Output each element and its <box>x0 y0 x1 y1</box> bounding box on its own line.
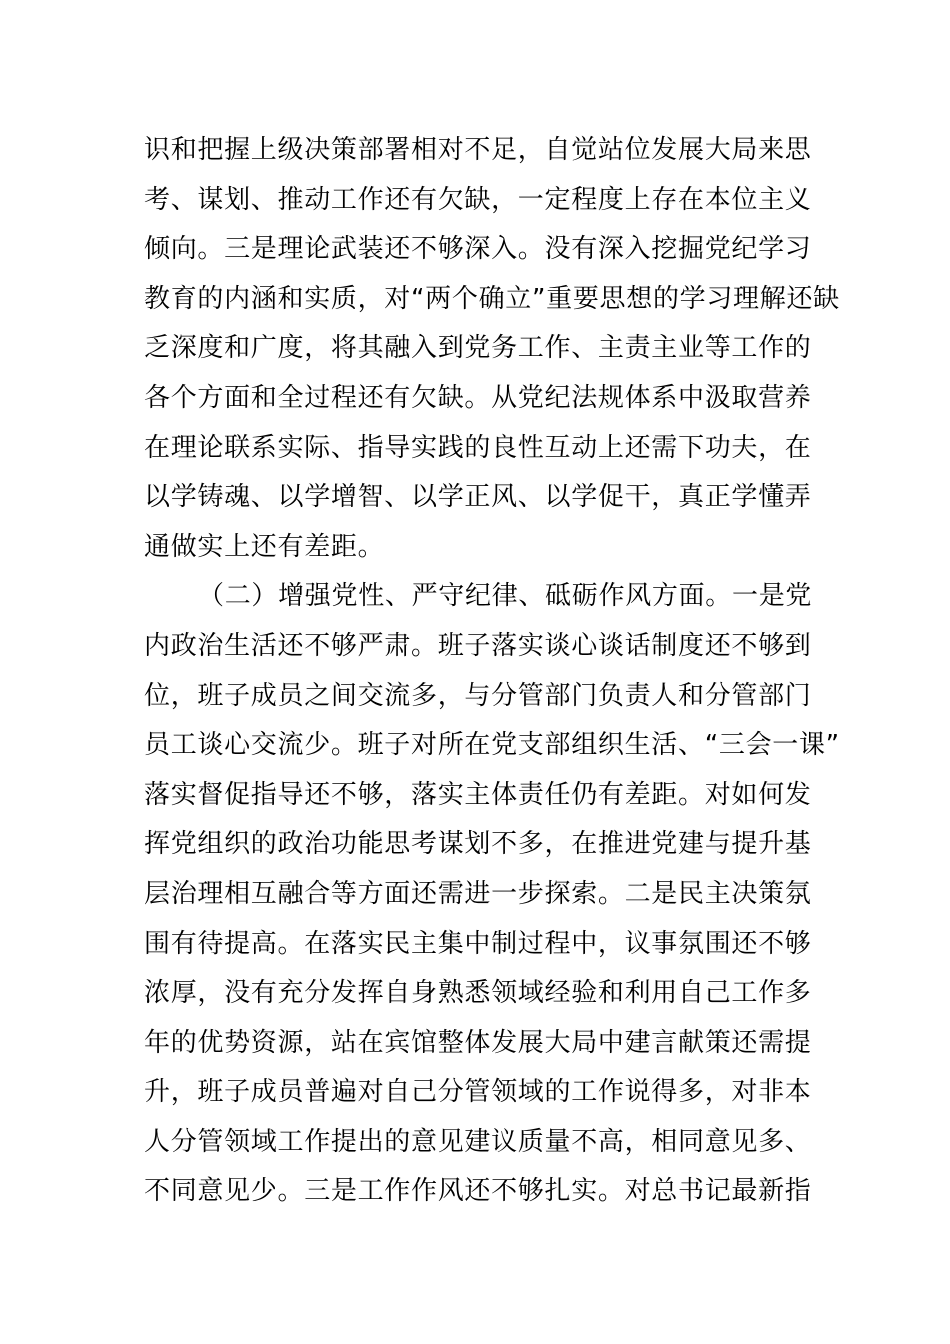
text-line: 不同意见少。三是工作作风还不够扎实。对总书记最新指 <box>144 1176 812 1207</box>
text-line: 升，班子成员普遍对自己分管领域的工作说得多，对非本 <box>144 1077 812 1108</box>
text-line: 员工谈心交流少。班子对所在党支部组织生活、“三会一课” <box>144 730 840 761</box>
text-line: 人分管领域工作提出的意见建议质量不高，相同意见多、 <box>144 1126 812 1157</box>
text-line: 内政治生活还不够严肃。班子落实谈心谈话制度还不够到 <box>144 630 812 661</box>
text-line: 层治理相互融合等方面还需进一步探索。二是民主决策氛 <box>144 878 812 909</box>
text-line: 在理论联系实际、指导实践的良性互动上还需下功夫，在 <box>144 432 812 463</box>
text-line: 识和把握上级决策部署相对不足，自觉站位发展大局来思 <box>144 135 812 165</box>
text-line: 各个方面和全过程还有欠缺。从党纪法规体系中汲取营养 <box>144 382 812 413</box>
text-line: 落实督促指导还不够，落实主体责任仍有差距。对如何发 <box>144 779 812 810</box>
text-line: 倾向。三是理论武装还不够深入。没有深入挖掘党纪学习 <box>144 234 812 265</box>
text-line: 位，班子成员之间交流多，与分管部门负责人和分管部门 <box>144 680 812 711</box>
text-line: 通做实上还有差距。 <box>144 531 385 562</box>
body-text <box>144 126 840 1217</box>
section-heading-line: （二）增强党性、严守纪律、砥砺作风方面。一是党 <box>198 581 813 612</box>
text-line: 教育的内涵和实质，对“两个确立”重要思想的学习理解还缺 <box>144 283 840 314</box>
text-line: 乏深度和广度，将其融入到党务工作、主责主业等工作的 <box>144 333 812 364</box>
text-line: 挥党组织的政治功能思考谋划不多，在推进党建与提升基 <box>144 829 812 860</box>
text-line: 年的优势资源，站在宾馆整体发展大局中建言献策还需提 <box>144 1027 812 1058</box>
text-line: 围有待提高。在落实民主集中制过程中，议事氛围还不够 <box>144 928 812 959</box>
text-line: 以学铸魂、以学增智、以学正风、以学促干，真正学懂弄 <box>144 482 812 513</box>
text-line: 浓厚，没有充分发挥自身熟悉领域经验和利用自己工作多 <box>144 978 812 1009</box>
text-line: 考、谋划、推动工作还有欠缺，一定程度上存在本位主义 <box>144 184 812 215</box>
